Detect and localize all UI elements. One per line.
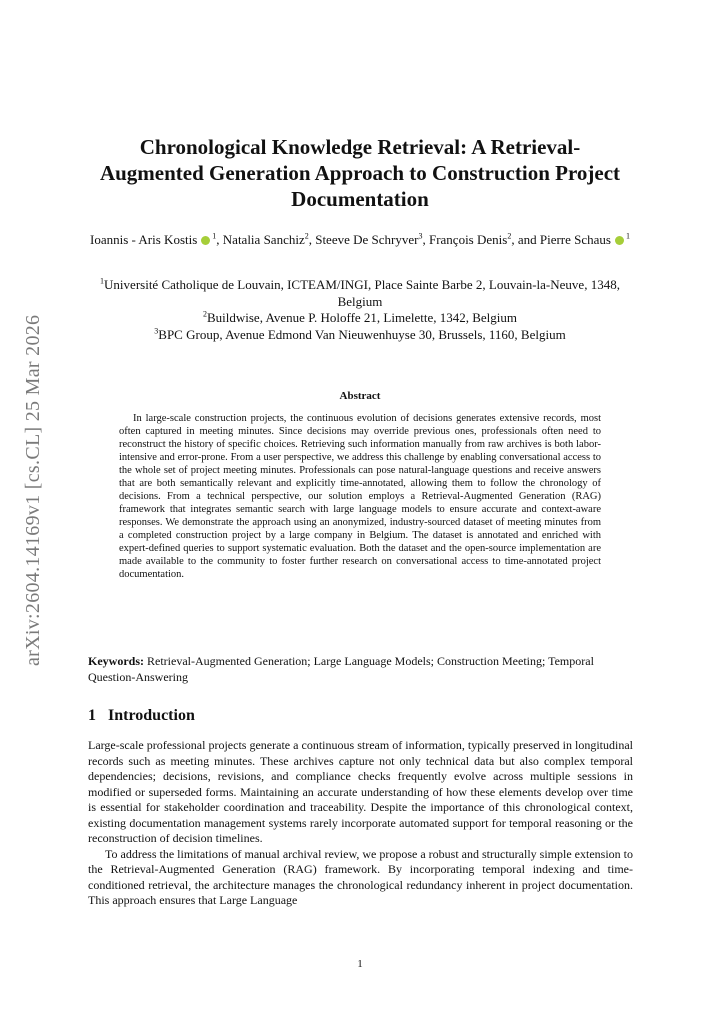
affiliations	[90, 277, 630, 343]
author-name: , Natalia Sanchiz	[216, 232, 305, 247]
paper-title: Chronological Knowledge Retrieval: A Retrieval-Augmented Generation Approach to Construction Project Documentation	[99, 135, 621, 211]
affil-mark: 2	[202, 309, 207, 319]
affil-mark: 3	[154, 326, 159, 336]
affil-text: Buildwise, Avenue P. Holoffe 21, Limelette, 1342, Belgium	[206, 310, 518, 325]
arxiv-identifier: arXiv:2604.14169v1 [cs.CL] 25 Mar 2026	[22, 314, 44, 666]
paragraph: Large-scale professional projects generate a continuous stream of information, typically preserved in longitudinal records such as meeting minutes. These archives capture not only technical data but also complex temporal dependencies; decisions, revisions, and compliance checks frequently evolve across multiple sessions in modified or superseded forms. Maintaining an accurate understanding of how these elements develop over time is essential for stakeholder coordination and traceability. Despite the importance of this chronological context, existing documentation management systems rarely incorporate automated support for temporal reasoning or the reconstruction of decision timelines.	[88, 738, 633, 845]
author-name: Ioannis - Aris Kostis	[90, 232, 198, 247]
paragraph: To address the limitations of manual archival review, we propose a robust and structurally simple extension to the Retrieval-Augmented Generation (RAG) framework. By incorporating temporal indexing and time-conditioned retrieval, the architecture manages the chronological redundancy inherent in project documentation. This approach ensures that Large Language	[88, 846, 633, 907]
affil-text: BPC Group, Avenue Edmond Van Nieuwenhuyse 30, Brussels, 1160, Belgium	[158, 326, 566, 342]
author-affil-mark: 3	[418, 231, 423, 241]
orcid-icon[interactable]	[201, 236, 210, 245]
author-name: , and Pierre Schaus	[511, 232, 611, 247]
affil-text: Université Catholique de Louvain, ICTEAM/INGI, Place Sainte Barbe 2, Louvain-la-Neuve, 1348, Belgium	[104, 277, 620, 309]
section-heading	[88, 707, 195, 725]
author-affil-mark: 1	[625, 231, 630, 241]
affiliation-1	[90, 277, 630, 310]
section-title: Introduction	[108, 707, 195, 724]
section-number: 1	[88, 707, 96, 724]
author-affil-mark: 2	[507, 231, 512, 241]
keywords	[88, 653, 633, 685]
page-number: 1	[357, 958, 363, 970]
keywords-text: Retrieval-Augmented Generation; Large Language Models; Construction Meeting; Temporal Question-Answering	[88, 654, 594, 684]
orcid-icon[interactable]	[615, 236, 624, 245]
author-affil-mark: 1	[212, 231, 217, 241]
arxiv-sidebar	[22, 296, 50, 666]
abstract-heading: Abstract	[339, 390, 381, 402]
affil-mark: 1	[100, 276, 105, 286]
author-list	[90, 231, 630, 248]
affiliation-2	[90, 310, 630, 327]
body-text	[88, 738, 633, 909]
author-affil-mark: 2	[304, 231, 309, 241]
affiliation-3	[90, 327, 630, 344]
abstract-text: In large-scale construction projects, the continuous evolution of decisions generates extensive records, most often captured in meeting minutes. Since decisions may override previous ones, professionals often need to reconstruct the history of specific choices. Retrieving such information manually from raw archives is both labor-intensive and error-prone. From a user perspective, we address this challenge by enabling conversational access to the whole set of project meeting minutes. Professionals can pose natural-language questions and receive answers that are both semantically relevant and explicitly time-annotated, allowing them to follow the chronology of decisions. From a technical perspective, our solution employs a Retrieval-Augmented Generation (RAG) framework that integrates semantic search with large language models to ensure accurate and context-aware responses. We demonstrate the approach using an anonymized, industry-sourced dataset of meeting minutes from a completed construction project by a large company in Belgium. The dataset is annotated and enriched with expert-defined queries to support systematic evaluation. Both the dataset and the open-source implementation are made available to the community to foster further research on conversational access to time-annotated project documentation.	[119, 413, 601, 580]
keywords-label: Keywords:	[88, 654, 144, 668]
author-name: , François Denis	[422, 232, 508, 247]
author-name: , Steeve De Schryver	[308, 232, 419, 247]
